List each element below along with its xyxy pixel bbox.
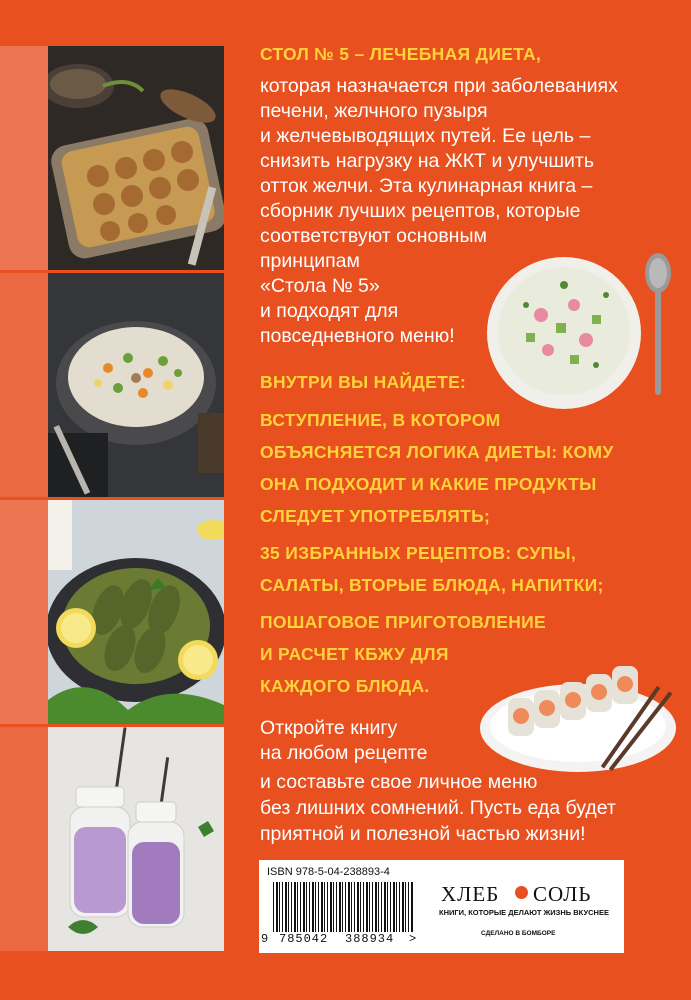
intro-line-7: соответствуют основным [260, 225, 487, 247]
intro-line-2: печени, желчного пузыря [260, 100, 488, 122]
left-strip-2 [0, 273, 48, 497]
intro-line-8: принципам [260, 250, 360, 272]
sushi-illustration [478, 648, 688, 776]
left-strip-4 [0, 727, 48, 951]
smoothie-photo [48, 727, 224, 951]
salad-photo [48, 273, 224, 497]
closing-line-5: приятной и полезной частью жизни! [260, 823, 586, 845]
publisher-logo [437, 882, 619, 906]
left-strip-3 [0, 500, 48, 724]
smoothie-illustration [48, 727, 224, 951]
barcode-digits-group1: 785042 [279, 932, 329, 946]
okroshka-illustration [486, 245, 686, 415]
closing-line-3: и составьте свое личное меню [260, 771, 538, 793]
inside-item1-line4: СЛЕДУЕТ УПОТРЕБЛЯТЬ; [260, 506, 491, 526]
isbn-block [259, 860, 624, 953]
intro-line-6: сборник лучших рецептов, которые [260, 200, 581, 222]
intro-line-1: которая назначается при заболеваниях [260, 75, 618, 97]
intro-line-3: и желчевыводящих путей. Ее цель – [260, 125, 591, 147]
barcode-digits-group2: 388934 [345, 932, 395, 946]
publisher-tagline: КНИГИ, КОТОРЫЕ ДЕЛАЮТ ЖИЗНЬ ВКУСНЕЕ [439, 908, 609, 917]
intro-heading: СТОЛ № 5 – ЛЕЧЕБНАЯ ДИЕТА, [260, 44, 542, 64]
intro-line-10: и подходят для [260, 300, 399, 322]
closing-line-2: на любом рецепте [260, 742, 428, 764]
left-strip-top [0, 0, 48, 46]
inside-item2-line2: САЛАТЫ, ВТОРЫЕ БЛЮДА, НАПИТКИ; [260, 575, 604, 595]
publisher-imprint: СДЕЛАНО В БОМБОРЕ [481, 930, 556, 937]
barcode-arrow: > [409, 932, 417, 946]
salad-illustration [48, 273, 224, 497]
dolma-illustration [48, 500, 224, 724]
inside-item3-line3: КАЖДОГО БЛЮДА. [260, 676, 430, 696]
inside-item3-line2: И РАСЧЕТ КБЖУ ДЛЯ [260, 644, 449, 664]
intro-line-11: повседневного меню! [260, 325, 455, 347]
barcode-bars [273, 882, 413, 932]
publisher-logo-left: ХЛЕБ [441, 882, 500, 906]
left-strip-1 [0, 46, 48, 270]
inside-heading: ВНУТРИ ВЫ НАЙДЕТЕ: [260, 372, 467, 392]
inside-item1-line2: ОБЪЯСНЯЕТСЯ ЛОГИКА ДИЕТЫ: КОМУ [260, 442, 614, 462]
sushi-rolls-photo [478, 648, 688, 776]
dolma-photo [48, 500, 224, 724]
inside-item1-line1: ВСТУПЛЕНИЕ, В КОТОРОМ [260, 410, 501, 430]
publisher-logo-dot [515, 886, 528, 899]
inside-item2-line1: 35 ИЗБРАННЫХ РЕЦЕПТОВ: СУПЫ, [260, 543, 576, 563]
publisher-logo-right: СОЛЬ [533, 882, 592, 906]
casserole-illustration [48, 46, 224, 270]
intro-line-5: отток желчи. Эта кулинарная книга – [260, 175, 593, 197]
spoon-icon [645, 253, 671, 395]
closing-line-1: Откройте книгу [260, 717, 398, 739]
okroshka-bowl-photo [486, 245, 686, 415]
barcode-digit-first: 9 [261, 932, 269, 946]
intro-line-4: снизить нагрузку на ЖКТ и улучшить [260, 150, 594, 172]
inside-item1-line3: ОНА ПОДХОДИТ И КАКИЕ ПРОДУКТЫ [260, 474, 597, 494]
closing-line-4: без лишних сомнений. Пусть еда будет [260, 797, 616, 819]
isbn-number: ISBN 978-5-04-238893-4 [267, 866, 390, 878]
casserole-photo [48, 46, 224, 270]
intro-line-9: «Стола № 5» [260, 275, 380, 297]
inside-item3-line1: ПОШАГОВОЕ ПРИГОТОВЛЕНИЕ [260, 612, 547, 632]
